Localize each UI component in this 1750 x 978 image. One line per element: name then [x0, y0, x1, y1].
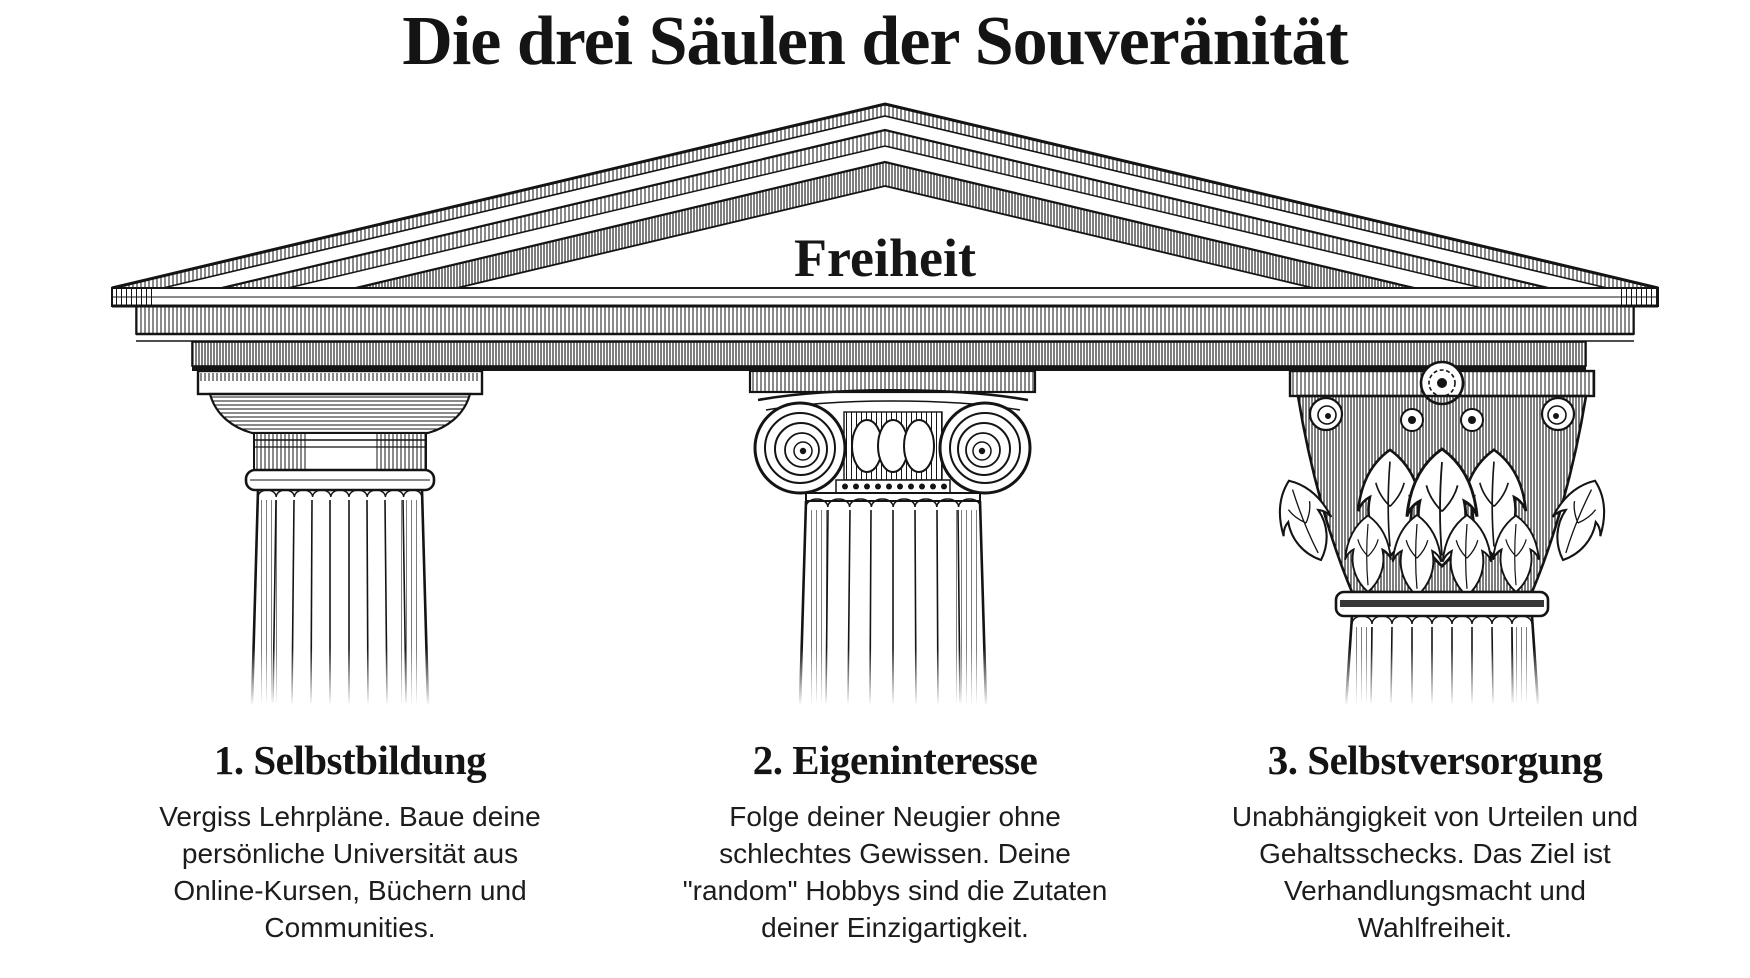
- pillar-body-2: [655, 798, 1135, 946]
- pillar-section-eigeninteresse: [655, 736, 1135, 946]
- pillar-2-line-4: deiner Einzigartigkeit.: [761, 912, 1029, 943]
- pillar-3-line-2: Gehaltsschecks. Das Ziel ist: [1259, 838, 1611, 869]
- pillar-body-3: [1195, 798, 1675, 946]
- pillar-2-line-2: schlechtes Gewissen. Deine: [719, 838, 1071, 869]
- pediment-label: Freiheit: [794, 228, 976, 288]
- pillar-body-1: [110, 798, 590, 946]
- pillar-1-line-4: Communities.: [264, 912, 436, 943]
- pillar-1-line-3: Online-Kursen, Büchern und: [173, 875, 527, 906]
- entablature-illustration: [112, 288, 1658, 371]
- pillar-1-line-1: Vergiss Lehrpläne. Baue deine: [159, 801, 541, 832]
- pillar-2-line-1: Folge deiner Neugier ohne: [729, 801, 1061, 832]
- pillar-section-selbstversorgung: [1195, 736, 1675, 946]
- column-fade: [120, 648, 1660, 706]
- pillar-heading-2: 2. Eigeninteresse: [752, 737, 1038, 783]
- page-title: Die drei Säulen der Souveränität: [402, 3, 1348, 80]
- pillar-3-line-1: Unabhängigkeit von Urteilen und: [1231, 801, 1639, 832]
- pillar-section-selbstbildung: [110, 736, 590, 946]
- pillar-2-line-3: "random" Hobbys sind die Zutaten: [682, 875, 1108, 906]
- volute-left: [755, 403, 845, 493]
- pillar-3-line-4: Wahlfreiheit.: [1357, 912, 1513, 943]
- pediment-illustration: [112, 104, 1658, 288]
- pillar-3-line-3: Verhandlungsmacht und: [1284, 875, 1586, 906]
- volute-right: [940, 403, 1030, 493]
- pillar-heading-1: 1. Selbstbildung: [213, 737, 487, 783]
- pillar-1-line-2: persönliche Universität aus: [181, 838, 519, 869]
- pillar-heading-3: 3. Selbstversorgung: [1267, 737, 1603, 783]
